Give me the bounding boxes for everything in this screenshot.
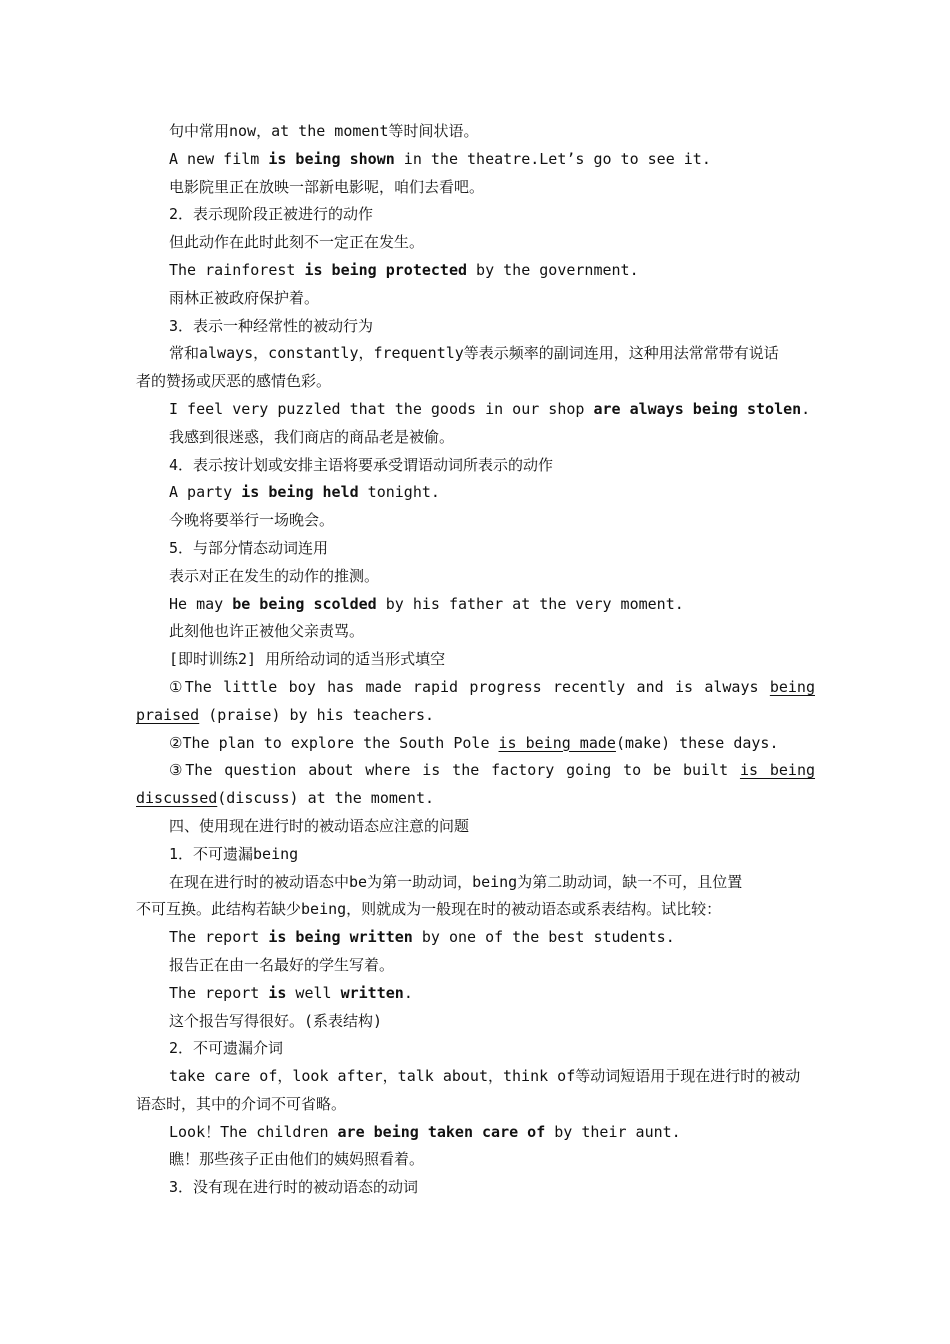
text-line xyxy=(136,368,815,396)
text-segment: 报告正在由一名最好的学生写着。 xyxy=(169,955,395,974)
text-line xyxy=(136,424,815,452)
text-segment: The report xyxy=(169,983,269,1002)
text-segment: . xyxy=(403,983,413,1002)
answer-blank-text: discussed xyxy=(136,789,218,808)
answer-blank-text: is being xyxy=(739,761,816,780)
text-segment: The report xyxy=(169,928,269,947)
text-segment: [即时训练2] 用所给动词的适当形式填空 xyxy=(169,650,446,669)
text-line xyxy=(136,201,815,229)
text-segment: 2．不可遗漏介词 xyxy=(169,1039,284,1058)
text-segment: 语态时，其中的介词不可省略。 xyxy=(136,1094,347,1113)
text-line xyxy=(136,1063,815,1091)
text-segment: 我感到很迷惑，我们商店的商品老是被偷。 xyxy=(169,427,455,446)
text-line xyxy=(136,313,815,341)
answer-blank-text: is being made xyxy=(498,733,616,752)
text-segment: 但此动作在此时此刻不一定正在发生。 xyxy=(169,233,425,252)
text-segment: (make) these days. xyxy=(615,733,779,752)
text-line xyxy=(136,869,815,897)
text-segment: 雨林正被政府保护着。 xyxy=(169,288,320,307)
text-segment: ②The plan to explore the South Pole xyxy=(169,733,499,752)
text-segment: 不可互换。此结构若缺少being，则就成为一般现在时的被动语态或系表结构。试比较： xyxy=(136,900,722,919)
text-line xyxy=(136,257,815,285)
emphasis-text: is being written xyxy=(268,928,413,947)
text-line xyxy=(136,702,815,730)
text-line xyxy=(136,479,815,507)
text-line xyxy=(136,1146,815,1174)
text-segment: 者的赞扬或厌恶的感情色彩。 xyxy=(136,372,332,391)
text-line xyxy=(136,1035,815,1063)
text-segment: 四、使用现在进行时的被动语态应注意的问题 xyxy=(169,816,470,835)
text-segment: . xyxy=(801,399,811,418)
text-line xyxy=(136,813,815,841)
text-line xyxy=(136,507,815,535)
text-line xyxy=(136,535,815,563)
text-segment: 1．不可遗漏being xyxy=(169,844,299,863)
emphasis-text: be being scolded xyxy=(232,594,377,613)
text-line xyxy=(136,841,815,869)
text-segment: (discuss) at the moment. xyxy=(217,789,435,808)
text-line xyxy=(136,396,815,424)
text-segment: A party xyxy=(169,483,242,502)
text-segment: 4．表示按计划或安排主语将要承受谓语动词所表示的动作 xyxy=(169,455,554,474)
text-segment: ①The little boy has made rapid progress recently and is always xyxy=(169,677,770,696)
text-segment: 2．表示现阶段正被进行的动作 xyxy=(169,205,374,224)
text-segment: in the theatre.Let’s go to see it. xyxy=(394,149,711,168)
text-line xyxy=(136,452,815,480)
emphasis-text: is xyxy=(268,983,287,1002)
text-segment: well xyxy=(286,983,341,1002)
text-line xyxy=(136,646,815,674)
text-line xyxy=(136,563,815,591)
emphasis-text: is being held xyxy=(241,483,359,502)
text-segment: by their aunt. xyxy=(545,1122,681,1141)
text-line xyxy=(136,340,815,368)
text-line xyxy=(136,924,815,952)
text-line xyxy=(136,1008,815,1036)
text-segment: 3．表示一种经常性的被动行为 xyxy=(169,316,374,335)
text-segment: 这个报告写得很好。(系表结构) xyxy=(169,1011,383,1030)
emphasis-text: are always being stolen xyxy=(593,399,802,418)
text-segment: 电影院里正在放映一部新电影呢，咱们去看吧。 xyxy=(169,177,485,196)
text-segment: 表示对正在发生的动作的推测。 xyxy=(169,566,380,585)
text-line xyxy=(136,174,815,202)
text-line xyxy=(136,229,815,257)
text-line xyxy=(136,730,815,758)
text-line xyxy=(136,896,815,924)
answer-blank-text: praised xyxy=(136,705,200,724)
text-line xyxy=(136,1119,815,1147)
text-segment: 5．与部分情态动词连用 xyxy=(169,538,329,557)
text-segment: 此刻他也许正被他父亲责骂。 xyxy=(169,622,365,641)
text-segment: A new film xyxy=(169,149,269,168)
emphasis-text: is being shown xyxy=(268,149,395,168)
text-line xyxy=(136,952,815,980)
text-line xyxy=(136,674,815,702)
text-segment: Look！The children xyxy=(169,1122,338,1141)
text-segment: ③The question about where is the factory going to be built xyxy=(169,761,740,780)
text-segment: 3．没有现在进行时的被动语态的动词 xyxy=(169,1178,419,1197)
text-segment: (praise) by his teachers. xyxy=(199,705,435,724)
text-segment: 在现在进行时的被动语态中be为第一助动词，being为第二助动词，缺一不可，且位置 xyxy=(169,872,743,891)
text-line xyxy=(136,1091,815,1119)
text-line xyxy=(136,980,815,1008)
text-line xyxy=(136,618,815,646)
document-body xyxy=(136,118,815,1202)
text-line xyxy=(136,1174,815,1202)
text-segment: I feel very puzzled that the goods in our shop xyxy=(169,399,594,418)
text-segment: He may xyxy=(169,594,233,613)
emphasis-text: is being protected xyxy=(304,260,468,279)
text-line xyxy=(136,785,815,813)
text-segment: 今晚将要举行一场晚会。 xyxy=(169,511,335,530)
text-segment: take care of，look after，talk about，think of等动词短语用于现在进行时的被动 xyxy=(169,1067,801,1086)
text-line xyxy=(136,591,815,619)
text-line xyxy=(136,146,815,174)
text-segment: by the government. xyxy=(467,260,639,279)
text-segment: 常和always，constantly，frequently等表示频率的副词连用，这种用法常常带有说话 xyxy=(169,344,779,363)
answer-blank-text: being xyxy=(769,677,815,696)
text-segment: by his father at the very moment. xyxy=(376,594,684,613)
emphasis-text: are being taken care of xyxy=(337,1122,546,1141)
text-segment: by one of the best students. xyxy=(412,928,675,947)
text-line xyxy=(136,118,815,146)
text-line xyxy=(136,757,815,785)
text-segment: 句中常用now，at the moment等时间状语。 xyxy=(169,122,479,140)
text-segment: 瞧！那些孩子正由他们的姨妈照看着。 xyxy=(169,1150,425,1169)
emphasis-text: written xyxy=(340,983,404,1002)
text-line xyxy=(136,285,815,313)
text-segment: The rainforest xyxy=(169,260,305,279)
text-segment: tonight. xyxy=(358,483,440,502)
